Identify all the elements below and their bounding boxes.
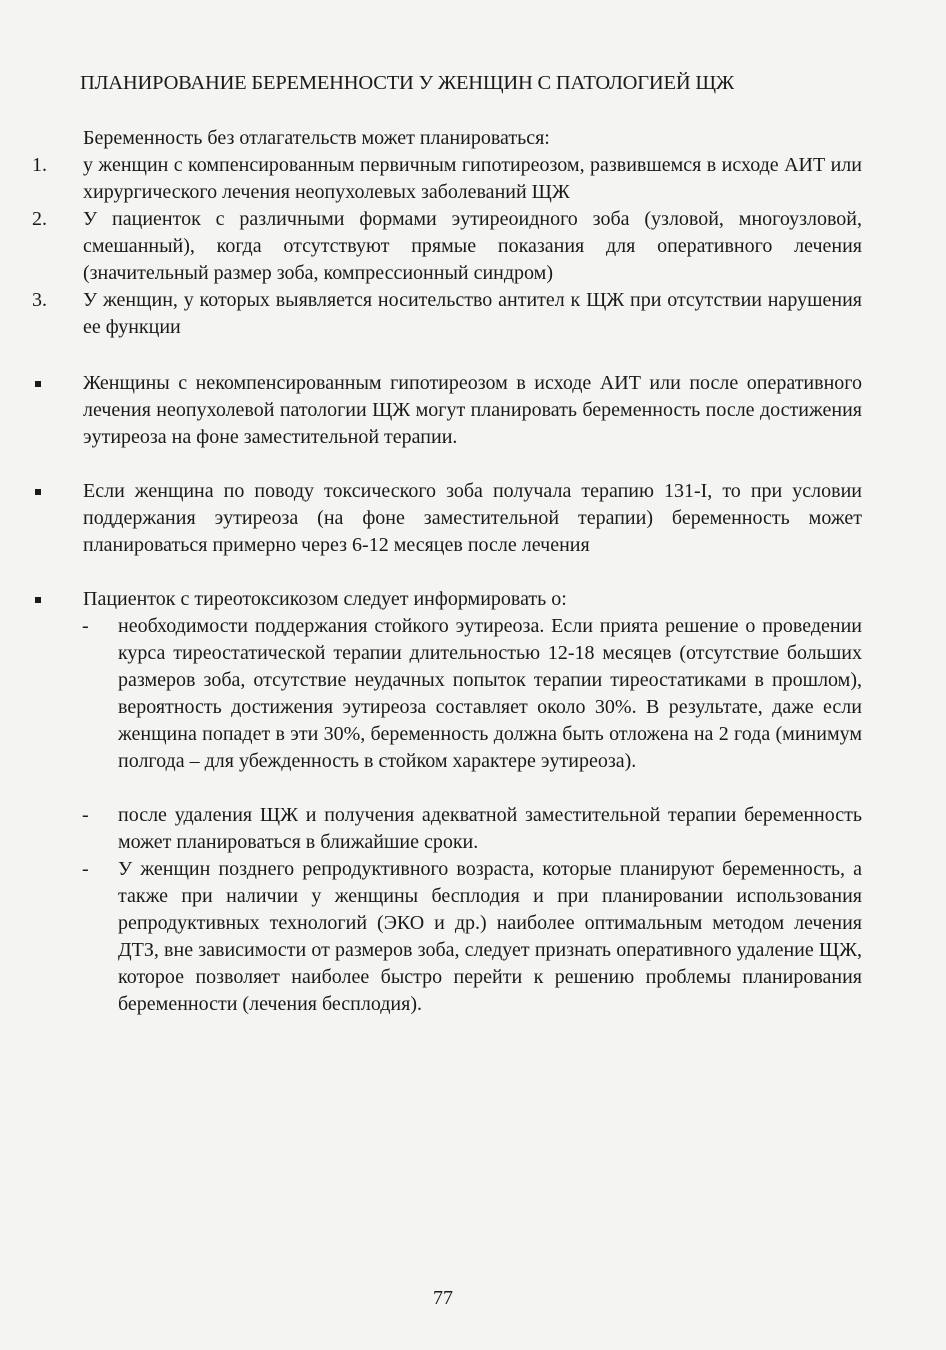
numbered-item-3 bbox=[32, 287, 862, 341]
numbered-item-marker: 3. bbox=[32, 289, 47, 311]
square-bullet-icon bbox=[35, 489, 41, 495]
dash-item-1 bbox=[82, 613, 862, 802]
dash-item-marker: - bbox=[82, 858, 89, 880]
numbered-item-marker: 1. bbox=[32, 154, 47, 176]
dash-item-2 bbox=[82, 802, 862, 856]
numbered-item-1 bbox=[32, 152, 862, 206]
numbered-item-marker: 2. bbox=[32, 208, 47, 230]
dash-item-text: У женщин позднего репродуктивного возраста, которые планируют беременность, а также при наличии у женщины бесплодия и при планировании использования репродуктивных технологий (ЭКО и др.) наиболее оптимальным методом лечения ДТЗ, вне зависимости от размеров зоба, следует признать оперативного удаление ЩЖ, которое позволяет наиболее быстро перейти к решению проблемы планирования беременности (лечения бесплодия). bbox=[118, 858, 862, 1015]
numbered-item-text: У пациенток с различными формами эутиреоидного зоба (узловой, многоузловой, смешанный), когда отсутствуют прямые показания для оперативного лечения (значительный размер зоба, компрессионный синдром) bbox=[83, 208, 862, 284]
bullet-item-text: Женщины с некомпенсированным гипотиреозом в исходе АИТ или после оперативного лечения неопухолевой патологии ЩЖ могут планировать беременность после достижения эутиреоза на фоне заместительной терапии. bbox=[83, 372, 862, 448]
intro-text: Беременность без отлагательств может планироваться: bbox=[83, 127, 550, 149]
dash-item-3 bbox=[82, 856, 862, 1045]
dash-item-text: необходимости поддержания стойкого эутиреоза. Если прията решение о проведении курса тиреостатической терапии длительностью 12-18 месяцев (отсутствие больших размеров зоба, отсутствие неудачных попыток терапии тиреостатиками в прошлом), вероятность достижения эутиреоза составляет около 30%. В результате, даже если женщина попадет в эти 30%, беременность должна быть отложена на 2 года (минимум полгода – для убежденность в стойком характере эутиреоза). bbox=[118, 615, 862, 772]
bullet-item-3 bbox=[32, 586, 862, 613]
numbered-item-2 bbox=[32, 206, 862, 287]
bullet-item-text: Пациенток с тиреотоксикозом следует информировать о: bbox=[83, 588, 567, 610]
bullet-item-1 bbox=[32, 370, 862, 478]
page-title: ПЛАНИРОВАНИЕ БЕРЕМЕННОСТИ У ЖЕНЩИН С ПАТОЛОГИЕЙ ЩЖ bbox=[80, 72, 735, 94]
page-number: 77 bbox=[433, 1287, 453, 1309]
dash-item-marker: - bbox=[82, 804, 89, 826]
dash-item-marker: - bbox=[82, 615, 89, 637]
square-bullet-icon bbox=[35, 597, 41, 603]
numbered-item-text: У женщин, у которых выявляется носительство антител к ЩЖ при отсутствии нарушения ее функции bbox=[83, 289, 862, 338]
bullet-item-2 bbox=[32, 478, 862, 586]
bullet-item-text: Если женщина по поводу токсического зоба получала терапию 131-I, то при условии поддержания эутиреоза (на фоне заместительной терапии) беременность может планироваться примерно через 6-12 месяцев после лечения bbox=[83, 480, 862, 556]
numbered-item-text: у женщин с компенсированным первичным гипотиреозом, развившемся в исходе АИТ или хирургического лечения неопухолевых заболеваний ЩЖ bbox=[83, 154, 862, 203]
dash-item-text: после удаления ЩЖ и получения адекватной заместительной терапии беременность может планироваться в ближайшие сроки. bbox=[118, 804, 862, 853]
square-bullet-icon bbox=[35, 381, 41, 387]
